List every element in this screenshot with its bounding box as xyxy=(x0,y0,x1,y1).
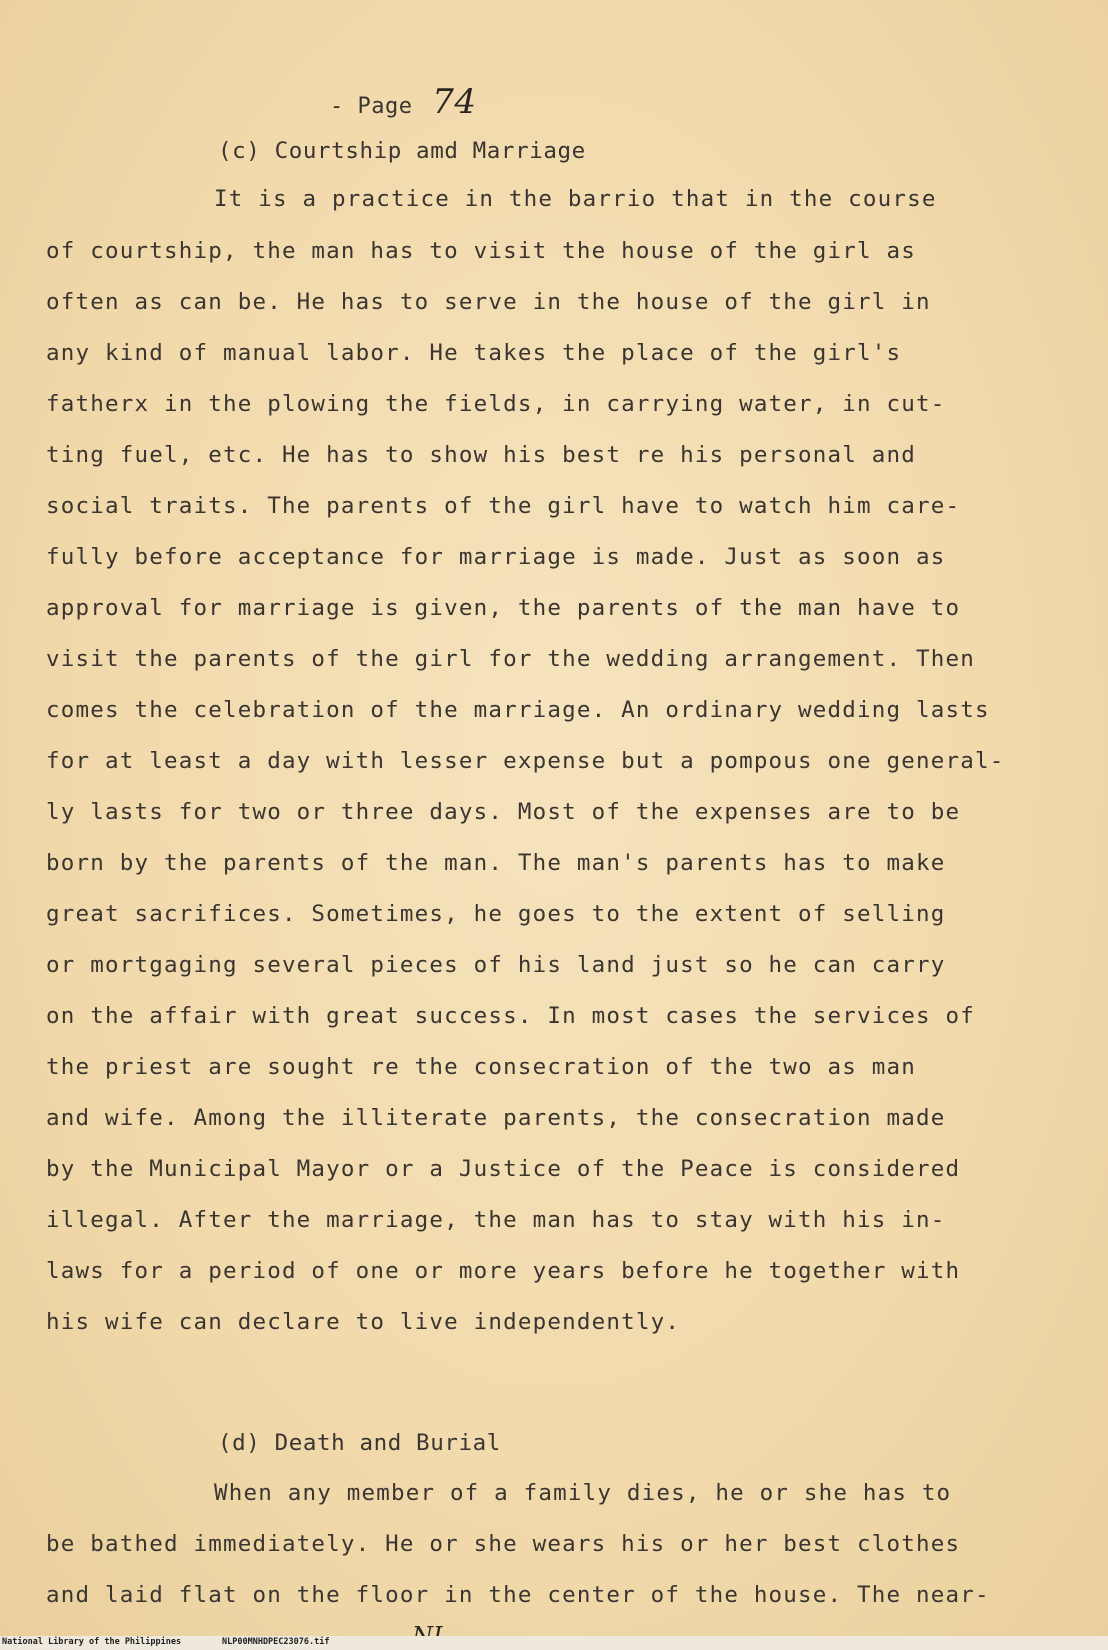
text-line: ly lasts for two or three days. Most of the expenses are to be xyxy=(46,799,961,825)
text-line: great sacrifices. Sometimes, he goes to the extent of selling xyxy=(46,901,946,927)
text-line: fatherx in the plowing the fields, in carrying water, in cut- xyxy=(46,391,946,417)
page-header-prefix: - Page xyxy=(330,94,413,119)
text-line: laws for a period of one or more years before he together with xyxy=(46,1258,961,1284)
footer-library-name: National Library of the Philippines xyxy=(2,1637,182,1647)
text-line: comes the celebration of the marriage. An ordinary wedding lasts xyxy=(46,697,990,723)
section-heading-death: (d) Death and Burial xyxy=(218,1430,501,1456)
text-line: by the Municipal Mayor or a Justice of the Peace is considered xyxy=(46,1156,961,1182)
text-line: on the affair with great success. In most cases the services of xyxy=(46,1003,976,1029)
footer-file-name: NLP00MNHDPEC23076.tif xyxy=(222,1637,330,1647)
text-line: social traits. The parents of the girl have to watch him care- xyxy=(46,493,961,519)
text-line: or mortgaging several pieces of his land just so he can carry xyxy=(46,952,946,978)
section-heading-courtship: (c) Courtship amd Marriage xyxy=(218,138,586,164)
text-line: born by the parents of the man. The man's parents has to make xyxy=(46,850,946,876)
text-line: for at least a day with lesser expense but a pompous one general- xyxy=(46,748,1005,774)
text-line: be bathed immediately. He or she wears his or her best clothes xyxy=(46,1531,961,1557)
text-line: visit the parents of the girl for the wedding arrangement. Then xyxy=(46,646,976,672)
text-line: When any member of a family dies, he or she has to xyxy=(214,1480,952,1506)
page-number: 74 xyxy=(432,82,477,122)
text-line: of courtship, the man has to visit the house of the girl as xyxy=(46,238,917,264)
text-line: ting fuel, etc. He has to show his best re his personal and xyxy=(46,442,917,468)
text-line: often as can be. He has to serve in the house of the girl in xyxy=(46,289,931,315)
text-line: the priest are sought re the consecration of the two as man xyxy=(46,1054,917,1080)
text-line: approval for marriage is given, the parents of the man have to xyxy=(46,595,961,621)
text-line: any kind of manual labor. He takes the place of the girl's xyxy=(46,340,902,366)
page-header xyxy=(330,82,477,122)
text-line: and laid flat on the floor in the center of the house. The near- xyxy=(46,1582,990,1608)
text-line: his wife can declare to live independently. xyxy=(46,1309,681,1335)
text-line: illegal. After the marriage, the man has to stay with his in- xyxy=(46,1207,946,1233)
text-line: and wife. Among the illiterate parents, the consecration made xyxy=(46,1105,946,1131)
text-line: It is a practice in the barrio that in the course xyxy=(214,186,937,212)
text-line: fully before acceptance for marriage is made. Just as soon as xyxy=(46,544,946,570)
